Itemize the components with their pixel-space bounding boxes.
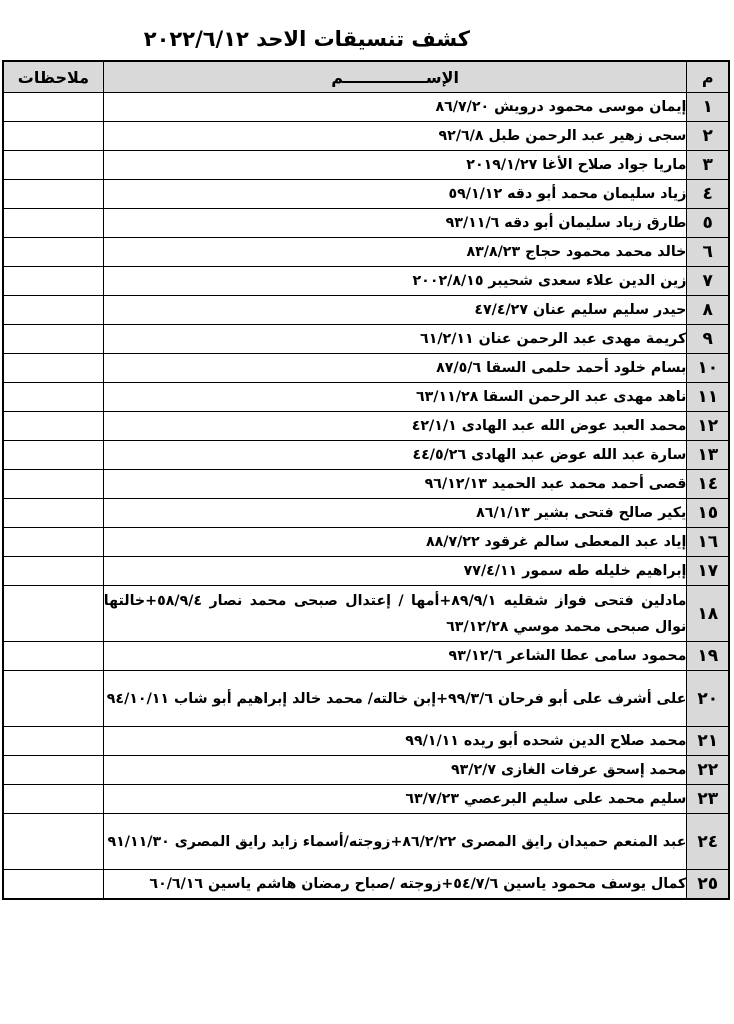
row-number: ١٢ xyxy=(687,412,729,441)
row-number: ٢ xyxy=(687,122,729,151)
header-name: الإســـــــــــــــم xyxy=(103,61,687,93)
row-notes xyxy=(3,209,103,238)
table-row xyxy=(3,785,729,814)
row-number: ١٣ xyxy=(687,441,729,470)
row-number: ٨ xyxy=(687,296,729,325)
row-notes xyxy=(3,785,103,814)
table-row xyxy=(3,642,729,671)
row-name: طارق زياد سليمان أبو دقه ٩٣/١١/٦ xyxy=(103,209,687,238)
row-notes xyxy=(3,499,103,528)
row-number: ٢٤ xyxy=(687,814,729,870)
table-row xyxy=(3,528,729,557)
row-name: ناهد مهدى عبد الرحمن السقا ٦٣/١١/٢٨ xyxy=(103,383,687,412)
row-name: محمد إسحق عرفات الغازى ٩٣/٢/٧ xyxy=(103,756,687,785)
table-row xyxy=(3,296,729,325)
table-row xyxy=(3,180,729,209)
row-number: ١٦ xyxy=(687,528,729,557)
row-name: على أشرف على أبو فرحان ٩٩/٣/٦+إبن خالته/ محمد خالد إبراهيم أبو شاب ٩٤/١٠/١١ xyxy=(103,671,687,727)
row-number: ١١ xyxy=(687,383,729,412)
row-name: عبد المنعم حميدان رايق المصرى ٨٦/٢/٢٢+زوجته/أسماء زايد رايق المصرى ٩١/١١/٣٠ xyxy=(103,814,687,870)
row-name: سليم محمد على سليم البرعصي ٦٣/٧/٢٣ xyxy=(103,785,687,814)
header-notes: ملاحظات xyxy=(3,61,103,93)
table-row xyxy=(3,383,729,412)
row-name: محمد العبد عوض الله عبد الهادى ٤٢/١/١ xyxy=(103,412,687,441)
table-row xyxy=(3,671,729,727)
table-header-row xyxy=(3,61,729,93)
row-name: بسام خلود أحمد حلمى السقا ٨٧/٥/٦ xyxy=(103,354,687,383)
table-row xyxy=(3,354,729,383)
row-name: إياد عبد المعطى سالم غرقود ٨٨/٧/٢٢ xyxy=(103,528,687,557)
row-notes xyxy=(3,151,103,180)
row-number: ٢٥ xyxy=(687,870,729,900)
row-name: مادلين فتحى فواز شقليه ٨٩/٩/١+أمها / إعتدال صبحى محمد نصار ٥٨/٩/٤+خالتها نوال صبحى محمد موسي ٦٣/١٢/٢٨ xyxy=(103,586,687,642)
row-number: ٢٠ xyxy=(687,671,729,727)
row-notes xyxy=(3,93,103,122)
table-row xyxy=(3,499,729,528)
table-row xyxy=(3,470,729,499)
table-row xyxy=(3,814,729,870)
row-name: زين الدين علاء سعدى شحيبر ٢٠٠٢/٨/١٥ xyxy=(103,267,687,296)
row-notes xyxy=(3,642,103,671)
row-number: ١٠ xyxy=(687,354,729,383)
table-row xyxy=(3,238,729,267)
table-row xyxy=(3,151,729,180)
row-name: سارة عبد الله عوض عبد الهادى ٤٤/٥/٢٦ xyxy=(103,441,687,470)
row-number: ٥ xyxy=(687,209,729,238)
row-name: كمال يوسف محمود ياسين ٥٤/٧/٦+زوجته /صباح رمضان هاشم ياسين ٦٠/٦/١٦ xyxy=(103,870,687,900)
row-notes xyxy=(3,267,103,296)
row-name: زياد سليمان محمد أبو دقه ٥٩/١/١٢ xyxy=(103,180,687,209)
names-table xyxy=(2,60,730,900)
row-notes xyxy=(3,122,103,151)
row-notes xyxy=(3,528,103,557)
table-row xyxy=(3,756,729,785)
row-name: إبراهيم خليله طه سمور ٧٧/٤/١١ xyxy=(103,557,687,586)
table-row xyxy=(3,441,729,470)
row-notes xyxy=(3,727,103,756)
row-number: ٦ xyxy=(687,238,729,267)
row-notes xyxy=(3,557,103,586)
page-title: كشف تنسيقات الاحد ٢٠٢٢/٦/١٢ xyxy=(143,27,470,51)
table-row xyxy=(3,412,729,441)
table-row xyxy=(3,586,729,642)
table-row xyxy=(3,267,729,296)
row-notes xyxy=(3,383,103,412)
row-notes xyxy=(3,756,103,785)
row-number: ١٩ xyxy=(687,642,729,671)
row-notes xyxy=(3,814,103,870)
row-name: ماريا جواد صلاح الأغا ٢٠١٩/١/٢٧ xyxy=(103,151,687,180)
row-number: ٩ xyxy=(687,325,729,354)
row-name: خالد محمد محمود حجاج ٨٣/٨/٢٣ xyxy=(103,238,687,267)
table-row xyxy=(3,93,729,122)
row-notes xyxy=(3,412,103,441)
row-notes xyxy=(3,325,103,354)
table-row xyxy=(3,209,729,238)
row-number: ٢٣ xyxy=(687,785,729,814)
row-notes xyxy=(3,354,103,383)
table-row xyxy=(3,557,729,586)
row-notes xyxy=(3,238,103,267)
row-notes xyxy=(3,586,103,642)
row-number: ٧ xyxy=(687,267,729,296)
row-name: يكير صالح فتحى بشير ٨٦/١/١٣ xyxy=(103,499,687,528)
row-notes xyxy=(3,296,103,325)
table-row xyxy=(3,325,729,354)
row-number: ٤ xyxy=(687,180,729,209)
row-number: ١٤ xyxy=(687,470,729,499)
row-number: ٢٢ xyxy=(687,756,729,785)
row-name: حيدر سليم سليم عنان ٤٧/٤/٢٧ xyxy=(103,296,687,325)
table-row xyxy=(3,122,729,151)
row-name: قصى أحمد محمد عبد الحميد ٩٦/١٢/١٣ xyxy=(103,470,687,499)
row-name: كريمة مهدى عبد الرحمن عنان ٦١/٢/١١ xyxy=(103,325,687,354)
row-notes xyxy=(3,441,103,470)
row-notes xyxy=(3,870,103,900)
row-name: محمد صلاح الدين شحده أبو ريده ٩٩/١/١١ xyxy=(103,727,687,756)
row-name: سجى زهير عبد الرحمن طبل ٩٢/٦/٨ xyxy=(103,122,687,151)
table-row xyxy=(3,870,729,900)
row-number: ١٧ xyxy=(687,557,729,586)
row-number: ١٥ xyxy=(687,499,729,528)
row-name: محمود سامى عطا الشاعر ٩٣/١٢/٦ xyxy=(103,642,687,671)
row-number: ٢١ xyxy=(687,727,729,756)
row-number: ٣ xyxy=(687,151,729,180)
row-notes xyxy=(3,470,103,499)
row-notes xyxy=(3,180,103,209)
table-row xyxy=(3,727,729,756)
header-number: م xyxy=(687,61,729,93)
row-notes xyxy=(3,671,103,727)
row-name: إيمان موسى محمود درويش ٨٦/٧/٢٠ xyxy=(103,93,687,122)
row-number: ١٨ xyxy=(687,586,729,642)
row-number: ١ xyxy=(687,93,729,122)
